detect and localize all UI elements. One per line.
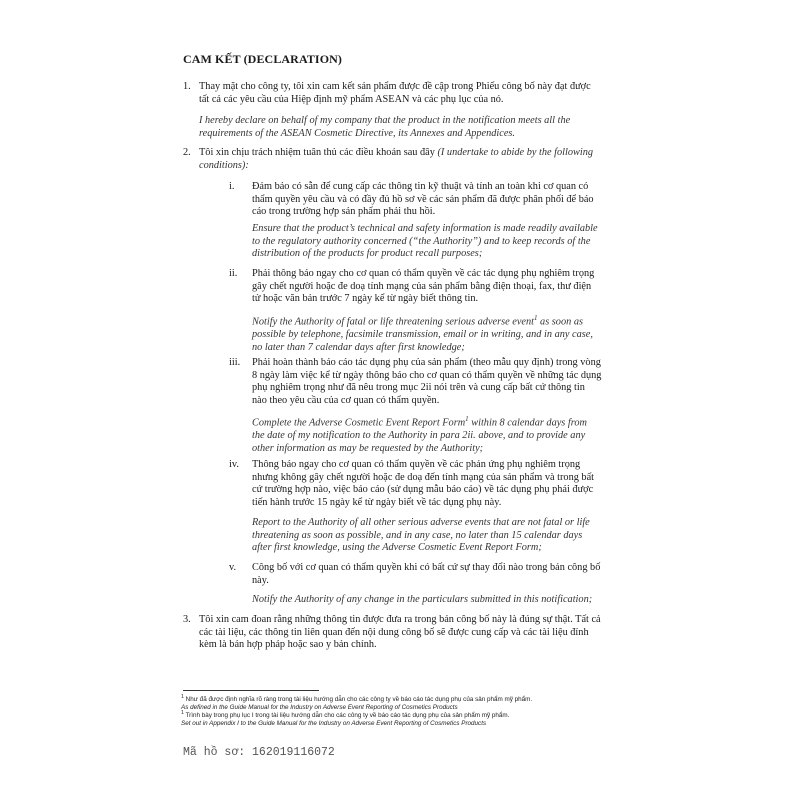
footnote-ref-2: 1 [465, 415, 469, 423]
subitem-ii-number: ii. [229, 268, 238, 279]
item-3-number: 3. [183, 614, 191, 625]
subitem-iii-number: iii. [229, 357, 241, 368]
footnote-1-vi: Như đã được định nghĩa rõ ràng trong tài liệu hướng dẫn cho các công ty về báo cáo tác dụng phụ của sản phẩm mỹ phẩm. [185, 696, 533, 704]
subitem-iii-en-after: within 8 calendar days from the date of my notification to the Authority in para 2ii. above, and to provide any other information as may be requested by the Authority; [252, 417, 587, 454]
subitem-v-en-text: Notify the Authority of any change in the particulars submitted in this notification; [252, 594, 593, 605]
subitem-iv-number: iv. [229, 459, 239, 470]
page-title: CAM KẾT (DECLARATION) [183, 52, 342, 66]
subitem-v-number: v. [229, 562, 237, 573]
item-1-number: 1. [183, 81, 191, 92]
item-2-vi-text: Tôi xin chịu trách nhiệm tuân thủ các điều khoản sau đây [199, 147, 435, 158]
subitem-ii-vi-text: Phải thông báo ngay cho cơ quan có thẩm quyền về các tác dụng phụ nghiêm trọng gây chết người hoặc đe doạ tính mạng của sản phẩm bằng điện thoại, fax, thư điện tử hoặc văn bản trước 7 ngày kể từ ngày biết thông tin. [252, 268, 595, 305]
subitem-ii-en-text [252, 312, 602, 354]
item-1-vi-text: Thay mặt cho công ty, tôi xin cam kết sản phẩm được đề cập trong Phiếu công bố này đạt được tất cả các yêu cầu của Hiệp định mỹ phẩm ASEAN và các phụ lục của nó. [199, 81, 591, 105]
subitem-ii-en-after: as soon as possible by telephone, facsimile transmission, email or in writing, and in any case, no later than 7 calendar days after first knowledge; [252, 316, 593, 353]
subitem-ii-en-before: Notify the Authority of fatal or life threatening serious adverse event [252, 316, 534, 328]
subitem-i-vi-text: Đảm bảo có sẵn để cung cấp các thông tin kỹ thuật và tính an toàn khi cơ quan có thẩm quyền yêu cầu và có đầy đủ hồ sơ về các sản phẩm đã được phân phối để báo cáo trong trường hợp sản phẩm phải thu hồi. [252, 181, 594, 218]
footnote-2-en: Set out in Appendix I to the Guide Manual for the Industry on Adverse Event Reporting of Cosmetics Products [181, 719, 487, 727]
footnote-1 [181, 694, 621, 711]
subitem-iv-en-text: Report to the Authority of all other serious adverse events that are not fatal or life threatening as soon as possible, and in any case, no later than 15 calendar days after first knowledge, using the Adverse Cosmetic Event Report Form; [252, 517, 590, 554]
item-3-vi-text: Tôi xin cam đoan rằng những thông tin được đưa ra trong bản công bố này là đúng sự thật. Tất cả các tài liệu, các thông tin liên quan đến nội dung công bố sẽ được cung cấp và các tài liệu đính kèm là bản hợp pháp hoặc sao y bản chính. [199, 614, 601, 651]
footnote-1-mark: 1 [181, 694, 184, 700]
footnote-1-en: As defined in the Guide Manual for the Industry on Adverse Event Reporting of Cosmetics Products [181, 703, 458, 711]
item-1-en-text: I hereby declare on behalf of my company that the product in the notification meets all the requirements of the ASEAN Cosmetic Directive, its Annexes and Appendices. [199, 115, 571, 139]
subitem-iii-en-text [252, 413, 602, 455]
item-2-en-text: (I undertake to abide by the following conditions): [199, 147, 594, 171]
footnote-2-vi: Trình bày trong phụ lục I trong tài liệu hướng dẫn cho các công ty về báo cáo tác dụng phụ của sản phẩm mỹ phẩm. [185, 712, 510, 720]
footnote-divider [183, 690, 319, 691]
footnote-2-mark: 1 [181, 710, 184, 716]
subitem-iii-en-before: Complete the Adverse Cosmetic Event Report Form [252, 417, 466, 429]
subitem-i-number: i. [229, 181, 235, 192]
footnote-ref-1: 1 [533, 314, 538, 322]
footnote-2 [181, 710, 621, 727]
item-2-number: 2. [183, 147, 191, 158]
dossier-code: Mã hồ sơ: 162019116072 [183, 746, 335, 759]
item-2-text [199, 147, 605, 172]
subitem-iii-vi-text: Phải hoàn thành báo cáo tác dụng phụ của sản phẩm (theo mẫu quy định) trong vòng 8 ngày làm việc kể từ ngày thông báo cho cơ quan có thẩm quyền về những tác dụng phụ nghiêm trọng như đã nêu trong mục 2ii nói trên và cung cấp bất cứ thông tin nào theo yêu cầu của cơ quan có thẩm quyền. [252, 357, 602, 406]
subitem-iv-vi-text: Thông báo ngay cho cơ quan có thẩm quyền về các phản ứng phụ nghiêm trọng nhưng không gây chết người hoặc đe doạ đến tính mạng của sản phẩm và trong bất cứ trường hợp nào, việc báo cáo (sử dụng mẫu báo cáo) về tác dụng phụ phải được tiến hành trước 15 ngày kể từ ngày biết về tác dụng phụ này. [252, 459, 595, 508]
subitem-v-vi-text: Công bố với cơ quan có thẩm quyền khi có bất cứ sự thay đổi nào trong bản công bố này. [252, 562, 601, 586]
subitem-i-en-text: Ensure that the product’s technical and safety information is made readily available to the regulatory authority concerned (“the Authority”) and to keep records of the distribution of the products for product recall purposes; [252, 223, 598, 260]
